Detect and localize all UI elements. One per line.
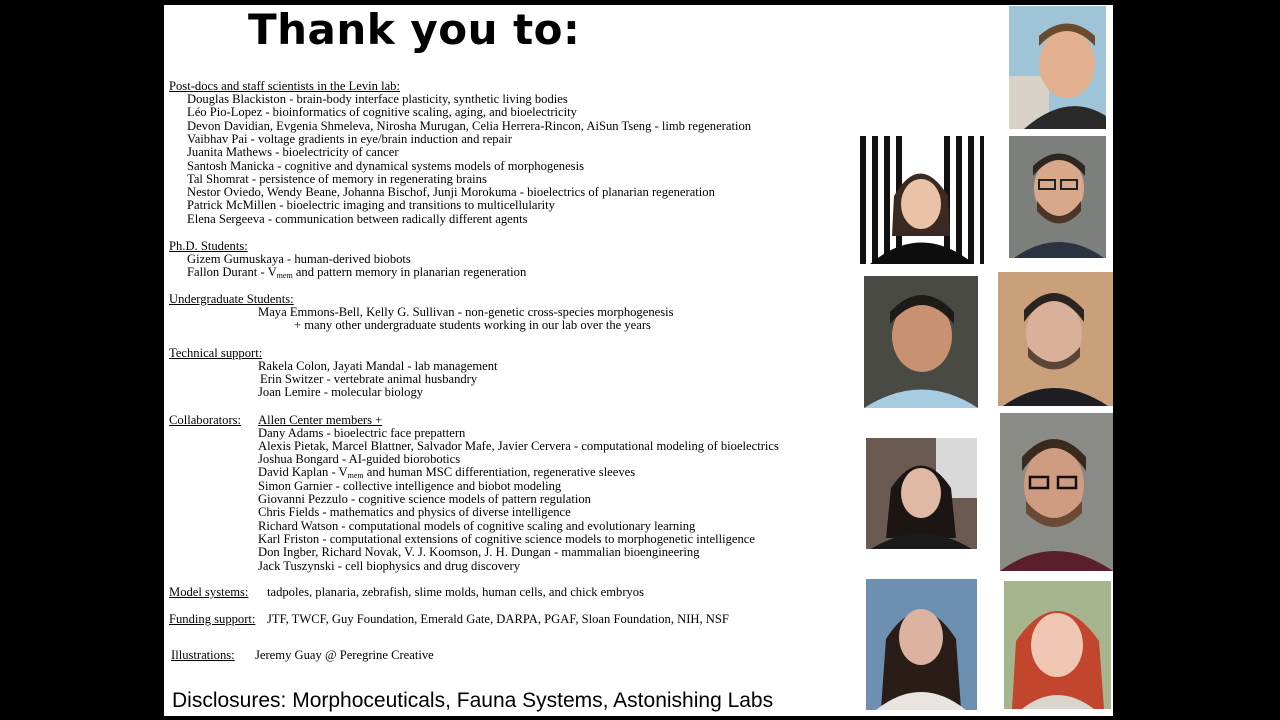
collaborator-item: Richard Watson - computational models of cognitive scaling and evolutionary learning [258,518,696,533]
postdoc-item: Santosh Manicka - cognitive and dynamical systems models of morphogenesis [187,158,584,173]
undergrad-item: Maya Emmons-Bell, Kelly G. Sullivan - non-genetic cross-species morphogenesis [258,305,674,319]
technical-item: Erin Switzer - vertebrate animal husbandry [260,371,478,386]
phd-heading: Ph.D. Students: [169,239,248,253]
postdoc-item: Léo Pio-Lopez - bioinformatics of cognitive scaling, aging, and bioelectricity [187,105,577,120]
collaborator-item: Don Ingber, Richard Novak, V. J. Koomson, J. H. Dungan - mammalian bioengineering [258,545,700,560]
phd-item: Gizem Gumuskaya - human-derived biobots [187,251,411,266]
portrait-photo [866,438,977,549]
postdoc-item: Vaibhav Pai - voltage gradients in eye/brain induction and repair [187,131,512,146]
collaborator-item: Simon Garnier - collective intelligence and biobot modeling [258,478,562,493]
portrait-photo [860,136,984,264]
postdoc-item: Devon Davidian, Evgenia Shmeleva, Nirosha Murugan, Celia Herrera-Rincon, AiSun Tseng - limb regeneration [187,118,752,133]
slide-title: Thank you to: [248,5,581,54]
model-systems-text: tadpoles, planaria, zebrafish, slime molds, human cells, and chick embryos [267,585,645,599]
postdoc-item: Tal Shomrat - persistence of memory in regenerating brains [187,171,487,186]
slide [164,5,1113,716]
collaborator-item: Giovanni Pezzulo - cognitive science models of pattern regulation [258,492,591,506]
collaborators-heading: Collaborators: [169,413,242,427]
portrait-photo [998,272,1113,406]
portrait-photo [1009,6,1106,129]
collaborator-item-kaplan: David Kaplan - $V_{mem}$ and human MSC differentiation, regenerative sleeves [258,465,636,481]
technical-item: Joan Lemire - molecular biology [258,385,424,400]
funding-heading: Funding support: [169,612,256,626]
model-systems-heading: Model systems: [169,585,249,599]
collaborator-item: Joshua Bongard - AI-guided biorobotics [258,452,461,467]
portrait-photo [1000,413,1113,571]
phd-item-durant: Fallon Durant - $V_{mem}$ and pattern memory in planarian regeneration [187,264,527,280]
postdoc-item: Patrick McMillen - bioelectric imaging and transitions to multicellularity [187,198,555,213]
postdoc-item: Elena Sergeeva - communication between radically different agents [187,211,528,226]
collaborators-subheading: Allen Center members + [258,413,383,427]
collaborator-item: Jack Tuszynski - cell biophysics and drug discovery [258,558,520,573]
postdoc-item: Nestor Oviedo, Wendy Beane, Johanna Bischof, Junji Morokuma - bioelectrics of planarian regeneration [187,185,715,200]
portrait-photo [1004,581,1111,709]
illustrations-heading: Illustrations: [171,648,235,662]
disclosures: Disclosures: Morphoceuticals, Fauna Systems, Astonishing Labs [172,689,774,712]
postdoc-item: Douglas Blackiston - brain-body interface plasticity, synthetic living bodies [187,92,568,106]
portrait-photo [1009,136,1106,258]
technical-item: Rakela Colon, Jayati Mandal - lab management [258,358,498,373]
technical-heading: Technical support: [169,346,263,360]
portrait-photo [864,276,978,408]
illustrations-text: Jeremy Guay @ Peregrine Creative [255,648,434,662]
undergrad-item: + many other undergraduate students working in our lab over the years [294,318,651,333]
collaborator-item: Dany Adams - bioelectric face prepattern [258,425,466,440]
portrait-photo [866,579,977,710]
postdoc-item: Juanita Mathews - bioelectricity of cancer [187,145,399,160]
postdocs-heading: Post-docs and staff scientists in the Levin lab: [169,79,400,93]
collaborator-item: Chris Fields - mathematics and physics of diverse intelligence [258,505,571,520]
collaborator-item: Karl Friston - computational extensions of cognitive science models to morphogenetic intelligence [258,531,755,546]
funding-text: JTF, TWCF, Guy Foundation, Emerald Gate, DARPA, PGAF, Sloan Foundation, NIH, NSF [267,612,729,626]
undergrad-heading: Undergraduate Students: [169,292,294,306]
collaborator-item: Alexis Pietak, Marcel Blattner, Salvador Mafe, Javier Cervera - computational modeling of bioelectrics [258,438,779,453]
